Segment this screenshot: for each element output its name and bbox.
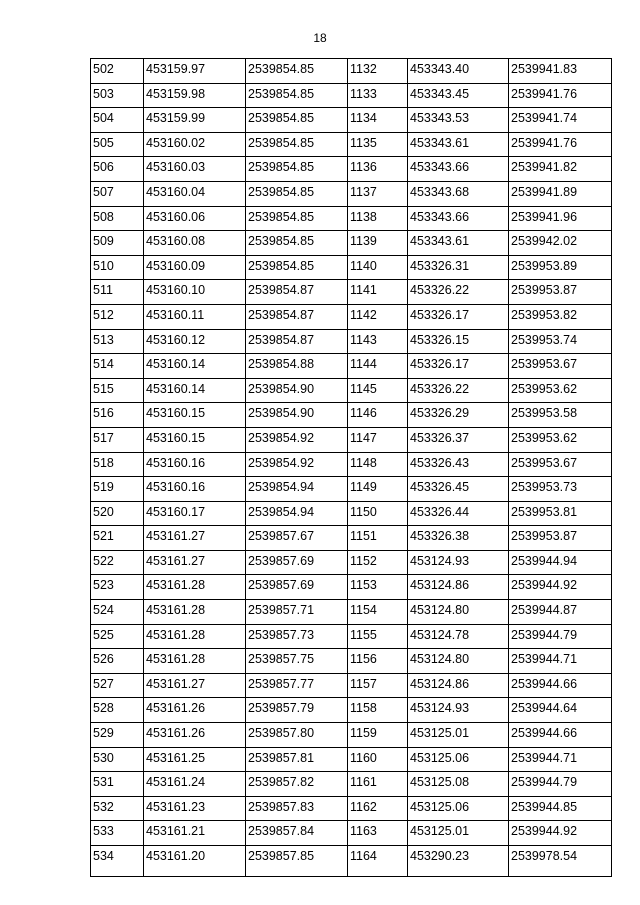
table-cell-y-coordinate: 2539944.79: [509, 772, 612, 797]
table-cell-y-coordinate: 2539944.71: [509, 747, 612, 772]
table-cell-x-coordinate: 453159.99: [144, 108, 246, 133]
table-cell-y-coordinate: 2539953.74: [509, 329, 612, 354]
table-cell-y-coordinate: 2539944.71: [509, 649, 612, 674]
table-cell-y-coordinate: 2539953.62: [509, 427, 612, 452]
table-cell-y-coordinate: 2539854.88: [246, 354, 348, 379]
table-row: [91, 83, 612, 108]
table-cell-point-number: 521: [91, 526, 144, 551]
table-cell-y-coordinate: 2539857.77: [246, 673, 348, 698]
table-cell-point-number: 519: [91, 477, 144, 502]
table-cell-x-coordinate: 453161.26: [144, 698, 246, 723]
table-cell-point-number: 523: [91, 575, 144, 600]
table-cell-x-coordinate: 453159.98: [144, 83, 246, 108]
table-cell-y-coordinate: 2539857.67: [246, 526, 348, 551]
table-cell-point-number: 1154: [348, 600, 408, 625]
table-cell-x-coordinate: 453343.61: [408, 132, 509, 157]
table-cell-x-coordinate: 453326.44: [408, 501, 509, 526]
table-cell-point-number: 507: [91, 181, 144, 206]
table-cell-x-coordinate: 453161.28: [144, 649, 246, 674]
table-cell-point-number: 1146: [348, 403, 408, 428]
table-cell-point-number: 1163: [348, 821, 408, 846]
coordinates-table: [90, 58, 612, 877]
table-cell-x-coordinate: 453160.14: [144, 354, 246, 379]
table-cell-x-coordinate: 453161.28: [144, 624, 246, 649]
table-cell-x-coordinate: 453160.14: [144, 378, 246, 403]
table-cell-y-coordinate: 2539941.74: [509, 108, 612, 133]
table-cell-point-number: 506: [91, 157, 144, 182]
table-cell-y-coordinate: 2539941.96: [509, 206, 612, 231]
table-cell-point-number: 526: [91, 649, 144, 674]
table-cell-x-coordinate: 453326.31: [408, 255, 509, 280]
table-cell-point-number: 1150: [348, 501, 408, 526]
table-cell-y-coordinate: 2539857.81: [246, 747, 348, 772]
page-number: 18: [313, 31, 327, 45]
table-cell-y-coordinate: 2539857.83: [246, 796, 348, 821]
table-cell-y-coordinate: 2539857.84: [246, 821, 348, 846]
table-cell-point-number: 529: [91, 723, 144, 748]
table-cell-x-coordinate: 453290.23: [408, 846, 509, 877]
table-cell-y-coordinate: 2539854.85: [246, 157, 348, 182]
table-cell-point-number: 1134: [348, 108, 408, 133]
table-cell-point-number: 522: [91, 550, 144, 575]
table-cell-point-number: 1133: [348, 83, 408, 108]
table-cell-y-coordinate: 2539854.87: [246, 304, 348, 329]
table-cell-x-coordinate: 453160.06: [144, 206, 246, 231]
table-cell-x-coordinate: 453160.03: [144, 157, 246, 182]
table-cell-x-coordinate: 453124.86: [408, 673, 509, 698]
table-cell-x-coordinate: 453160.09: [144, 255, 246, 280]
table-cell-x-coordinate: 453161.26: [144, 723, 246, 748]
table-cell-y-coordinate: 2539857.73: [246, 624, 348, 649]
table-cell-point-number: 517: [91, 427, 144, 452]
table-cell-x-coordinate: 453159.97: [144, 59, 246, 84]
table-cell-point-number: 504: [91, 108, 144, 133]
table-cell-point-number: 1135: [348, 132, 408, 157]
table-cell-x-coordinate: 453124.80: [408, 649, 509, 674]
table-cell-x-coordinate: 453161.25: [144, 747, 246, 772]
table-row: [91, 427, 612, 452]
table-cell-x-coordinate: 453161.28: [144, 575, 246, 600]
table-cell-x-coordinate: 453161.28: [144, 600, 246, 625]
table-cell-x-coordinate: 453161.21: [144, 821, 246, 846]
table-cell-y-coordinate: 2539944.92: [509, 575, 612, 600]
table-cell-point-number: 1160: [348, 747, 408, 772]
table-cell-y-coordinate: 2539854.85: [246, 59, 348, 84]
table-row: [91, 649, 612, 674]
table-cell-y-coordinate: 2539854.87: [246, 280, 348, 305]
table-cell-point-number: 1162: [348, 796, 408, 821]
table-cell-x-coordinate: 453326.38: [408, 526, 509, 551]
table-cell-y-coordinate: 2539857.69: [246, 575, 348, 600]
table-cell-y-coordinate: 2539941.76: [509, 132, 612, 157]
table-cell-point-number: 1144: [348, 354, 408, 379]
table-cell-x-coordinate: 453326.43: [408, 452, 509, 477]
table-cell-x-coordinate: 453326.15: [408, 329, 509, 354]
table-cell-point-number: 1149: [348, 477, 408, 502]
table-cell-y-coordinate: 2539857.85: [246, 846, 348, 877]
table-cell-point-number: 510: [91, 255, 144, 280]
table-row: [91, 723, 612, 748]
table-cell-point-number: 515: [91, 378, 144, 403]
table-cell-y-coordinate: 2539854.87: [246, 329, 348, 354]
table-row: [91, 206, 612, 231]
table-cell-x-coordinate: 453326.17: [408, 354, 509, 379]
table-cell-point-number: 1156: [348, 649, 408, 674]
table-cell-y-coordinate: 2539941.83: [509, 59, 612, 84]
table-cell-x-coordinate: 453161.20: [144, 846, 246, 877]
table-row: [91, 747, 612, 772]
table-cell-point-number: 1148: [348, 452, 408, 477]
table-cell-point-number: 1158: [348, 698, 408, 723]
table-cell-point-number: 524: [91, 600, 144, 625]
table-cell-x-coordinate: 453124.80: [408, 600, 509, 625]
table-cell-x-coordinate: 453326.17: [408, 304, 509, 329]
table-cell-point-number: 1132: [348, 59, 408, 84]
table-cell-y-coordinate: 2539854.85: [246, 206, 348, 231]
table-cell-x-coordinate: 453161.27: [144, 550, 246, 575]
table-cell-point-number: 511: [91, 280, 144, 305]
table-cell-point-number: 505: [91, 132, 144, 157]
table-cell-x-coordinate: 453326.29: [408, 403, 509, 428]
table-cell-point-number: 1142: [348, 304, 408, 329]
table-cell-x-coordinate: 453124.93: [408, 698, 509, 723]
table-cell-point-number: 1140: [348, 255, 408, 280]
table-cell-y-coordinate: 2539854.85: [246, 255, 348, 280]
table-row: [91, 354, 612, 379]
table-cell-x-coordinate: 453125.06: [408, 747, 509, 772]
table-row: [91, 501, 612, 526]
table-cell-x-coordinate: 453124.78: [408, 624, 509, 649]
table-cell-y-coordinate: 2539854.85: [246, 231, 348, 256]
table-cell-point-number: 530: [91, 747, 144, 772]
table-cell-x-coordinate: 453343.68: [408, 181, 509, 206]
table-cell-y-coordinate: 2539941.76: [509, 83, 612, 108]
table-cell-y-coordinate: 2539944.64: [509, 698, 612, 723]
table-cell-x-coordinate: 453160.10: [144, 280, 246, 305]
table-cell-y-coordinate: 2539854.94: [246, 477, 348, 502]
table-cell-x-coordinate: 453161.27: [144, 673, 246, 698]
table-cell-y-coordinate: 2539941.89: [509, 181, 612, 206]
table-cell-point-number: 1152: [348, 550, 408, 575]
table-cell-y-coordinate: 2539944.66: [509, 673, 612, 698]
table-cell-point-number: 1157: [348, 673, 408, 698]
table-cell-point-number: 1161: [348, 772, 408, 797]
table-cell-x-coordinate: 453125.06: [408, 796, 509, 821]
table-row: [91, 132, 612, 157]
table-cell-point-number: 1151: [348, 526, 408, 551]
table-cell-point-number: 1164: [348, 846, 408, 877]
table-cell-y-coordinate: 2539944.92: [509, 821, 612, 846]
table-cell-x-coordinate: 453326.22: [408, 378, 509, 403]
table-cell-x-coordinate: 453160.08: [144, 231, 246, 256]
table-cell-y-coordinate: 2539944.66: [509, 723, 612, 748]
table-cell-point-number: 528: [91, 698, 144, 723]
table-row: [91, 624, 612, 649]
table-row: [91, 329, 612, 354]
table-cell-y-coordinate: 2539941.82: [509, 157, 612, 182]
table-cell-y-coordinate: 2539953.58: [509, 403, 612, 428]
table-cell-point-number: 1155: [348, 624, 408, 649]
table-cell-point-number: 534: [91, 846, 144, 877]
table-cell-x-coordinate: 453326.37: [408, 427, 509, 452]
table-cell-y-coordinate: 2539953.81: [509, 501, 612, 526]
table-row: [91, 255, 612, 280]
table-cell-x-coordinate: 453160.16: [144, 452, 246, 477]
table-cell-point-number: 1153: [348, 575, 408, 600]
table-cell-point-number: 1136: [348, 157, 408, 182]
table-cell-y-coordinate: 2539854.90: [246, 378, 348, 403]
table-row: [91, 821, 612, 846]
table-cell-y-coordinate: 2539857.79: [246, 698, 348, 723]
table-cell-point-number: 527: [91, 673, 144, 698]
table-cell-y-coordinate: 2539854.92: [246, 427, 348, 452]
table-cell-x-coordinate: 453160.12: [144, 329, 246, 354]
table-cell-y-coordinate: 2539857.82: [246, 772, 348, 797]
table-cell-y-coordinate: 2539944.87: [509, 600, 612, 625]
table-cell-y-coordinate: 2539857.80: [246, 723, 348, 748]
table-cell-x-coordinate: 453160.15: [144, 403, 246, 428]
table-cell-y-coordinate: 2539978.54: [509, 846, 612, 877]
table-row: [91, 157, 612, 182]
table-cell-y-coordinate: 2539854.85: [246, 83, 348, 108]
table-cell-y-coordinate: 2539854.94: [246, 501, 348, 526]
table-cell-point-number: 509: [91, 231, 144, 256]
table-row: [91, 550, 612, 575]
table-cell-point-number: 1138: [348, 206, 408, 231]
table-cell-y-coordinate: 2539953.67: [509, 452, 612, 477]
table-cell-x-coordinate: 453160.11: [144, 304, 246, 329]
table-row: [91, 526, 612, 551]
table-cell-y-coordinate: 2539953.87: [509, 280, 612, 305]
table-cell-y-coordinate: 2539953.89: [509, 255, 612, 280]
table-cell-y-coordinate: 2539854.85: [246, 132, 348, 157]
table-cell-point-number: 512: [91, 304, 144, 329]
table-cell-point-number: 1159: [348, 723, 408, 748]
table-cell-x-coordinate: 453124.93: [408, 550, 509, 575]
table-cell-point-number: 502: [91, 59, 144, 84]
table-cell-point-number: 508: [91, 206, 144, 231]
table-cell-point-number: 514: [91, 354, 144, 379]
table-cell-y-coordinate: 2539854.85: [246, 108, 348, 133]
table-cell-y-coordinate: 2539944.79: [509, 624, 612, 649]
table-cell-x-coordinate: 453326.22: [408, 280, 509, 305]
table-cell-x-coordinate: 453125.01: [408, 821, 509, 846]
table-cell-point-number: 513: [91, 329, 144, 354]
table-cell-y-coordinate: 2539944.94: [509, 550, 612, 575]
table-cell-x-coordinate: 453343.66: [408, 206, 509, 231]
table-row: [91, 280, 612, 305]
table-cell-x-coordinate: 453160.02: [144, 132, 246, 157]
table-cell-point-number: 531: [91, 772, 144, 797]
table-row: [91, 59, 612, 84]
table-cell-point-number: 525: [91, 624, 144, 649]
table-row: [91, 108, 612, 133]
table-cell-x-coordinate: 453343.66: [408, 157, 509, 182]
table-row: [91, 304, 612, 329]
table-cell-x-coordinate: 453160.15: [144, 427, 246, 452]
table-cell-point-number: 1139: [348, 231, 408, 256]
table-cell-x-coordinate: 453124.86: [408, 575, 509, 600]
table-cell-point-number: 1147: [348, 427, 408, 452]
table-row: [91, 673, 612, 698]
table-row: [91, 403, 612, 428]
table-cell-point-number: 1137: [348, 181, 408, 206]
table-cell-x-coordinate: 453125.01: [408, 723, 509, 748]
table-row: [91, 477, 612, 502]
table-cell-y-coordinate: 2539953.87: [509, 526, 612, 551]
table-cell-x-coordinate: 453326.45: [408, 477, 509, 502]
table-cell-y-coordinate: 2539944.85: [509, 796, 612, 821]
table-cell-point-number: 516: [91, 403, 144, 428]
table-cell-point-number: 1143: [348, 329, 408, 354]
table-cell-point-number: 503: [91, 83, 144, 108]
table-row: [91, 231, 612, 256]
table-cell-y-coordinate: 2539953.62: [509, 378, 612, 403]
table-cell-y-coordinate: 2539953.73: [509, 477, 612, 502]
table-cell-x-coordinate: 453161.23: [144, 796, 246, 821]
table-cell-x-coordinate: 453160.04: [144, 181, 246, 206]
table-cell-y-coordinate: 2539942.02: [509, 231, 612, 256]
table-row: [91, 796, 612, 821]
table-cell-point-number: 518: [91, 452, 144, 477]
coordinates-table-body: [91, 59, 612, 877]
table-cell-x-coordinate: 453343.40: [408, 59, 509, 84]
table-cell-x-coordinate: 453343.45: [408, 83, 509, 108]
table-cell-x-coordinate: 453343.61: [408, 231, 509, 256]
table-row: [91, 698, 612, 723]
table-cell-x-coordinate: 453160.17: [144, 501, 246, 526]
table-cell-y-coordinate: 2539857.75: [246, 649, 348, 674]
table-cell-x-coordinate: 453161.27: [144, 526, 246, 551]
table-cell-y-coordinate: 2539857.69: [246, 550, 348, 575]
table-cell-y-coordinate: 2539953.67: [509, 354, 612, 379]
table-row: [91, 378, 612, 403]
table-row: [91, 772, 612, 797]
table-row: [91, 181, 612, 206]
table-cell-y-coordinate: 2539857.71: [246, 600, 348, 625]
table-cell-y-coordinate: 2539854.90: [246, 403, 348, 428]
table-cell-point-number: 520: [91, 501, 144, 526]
table-cell-x-coordinate: 453125.08: [408, 772, 509, 797]
table-cell-x-coordinate: 453343.53: [408, 108, 509, 133]
table-cell-x-coordinate: 453161.24: [144, 772, 246, 797]
table-row: [91, 452, 612, 477]
table-cell-point-number: 533: [91, 821, 144, 846]
table-row: [91, 600, 612, 625]
table-row: [91, 846, 612, 877]
table-cell-y-coordinate: 2539854.85: [246, 181, 348, 206]
table-cell-x-coordinate: 453160.16: [144, 477, 246, 502]
table-cell-y-coordinate: 2539854.92: [246, 452, 348, 477]
table-cell-point-number: 532: [91, 796, 144, 821]
table-cell-point-number: 1141: [348, 280, 408, 305]
table-cell-point-number: 1145: [348, 378, 408, 403]
table-row: [91, 575, 612, 600]
table-cell-y-coordinate: 2539953.82: [509, 304, 612, 329]
